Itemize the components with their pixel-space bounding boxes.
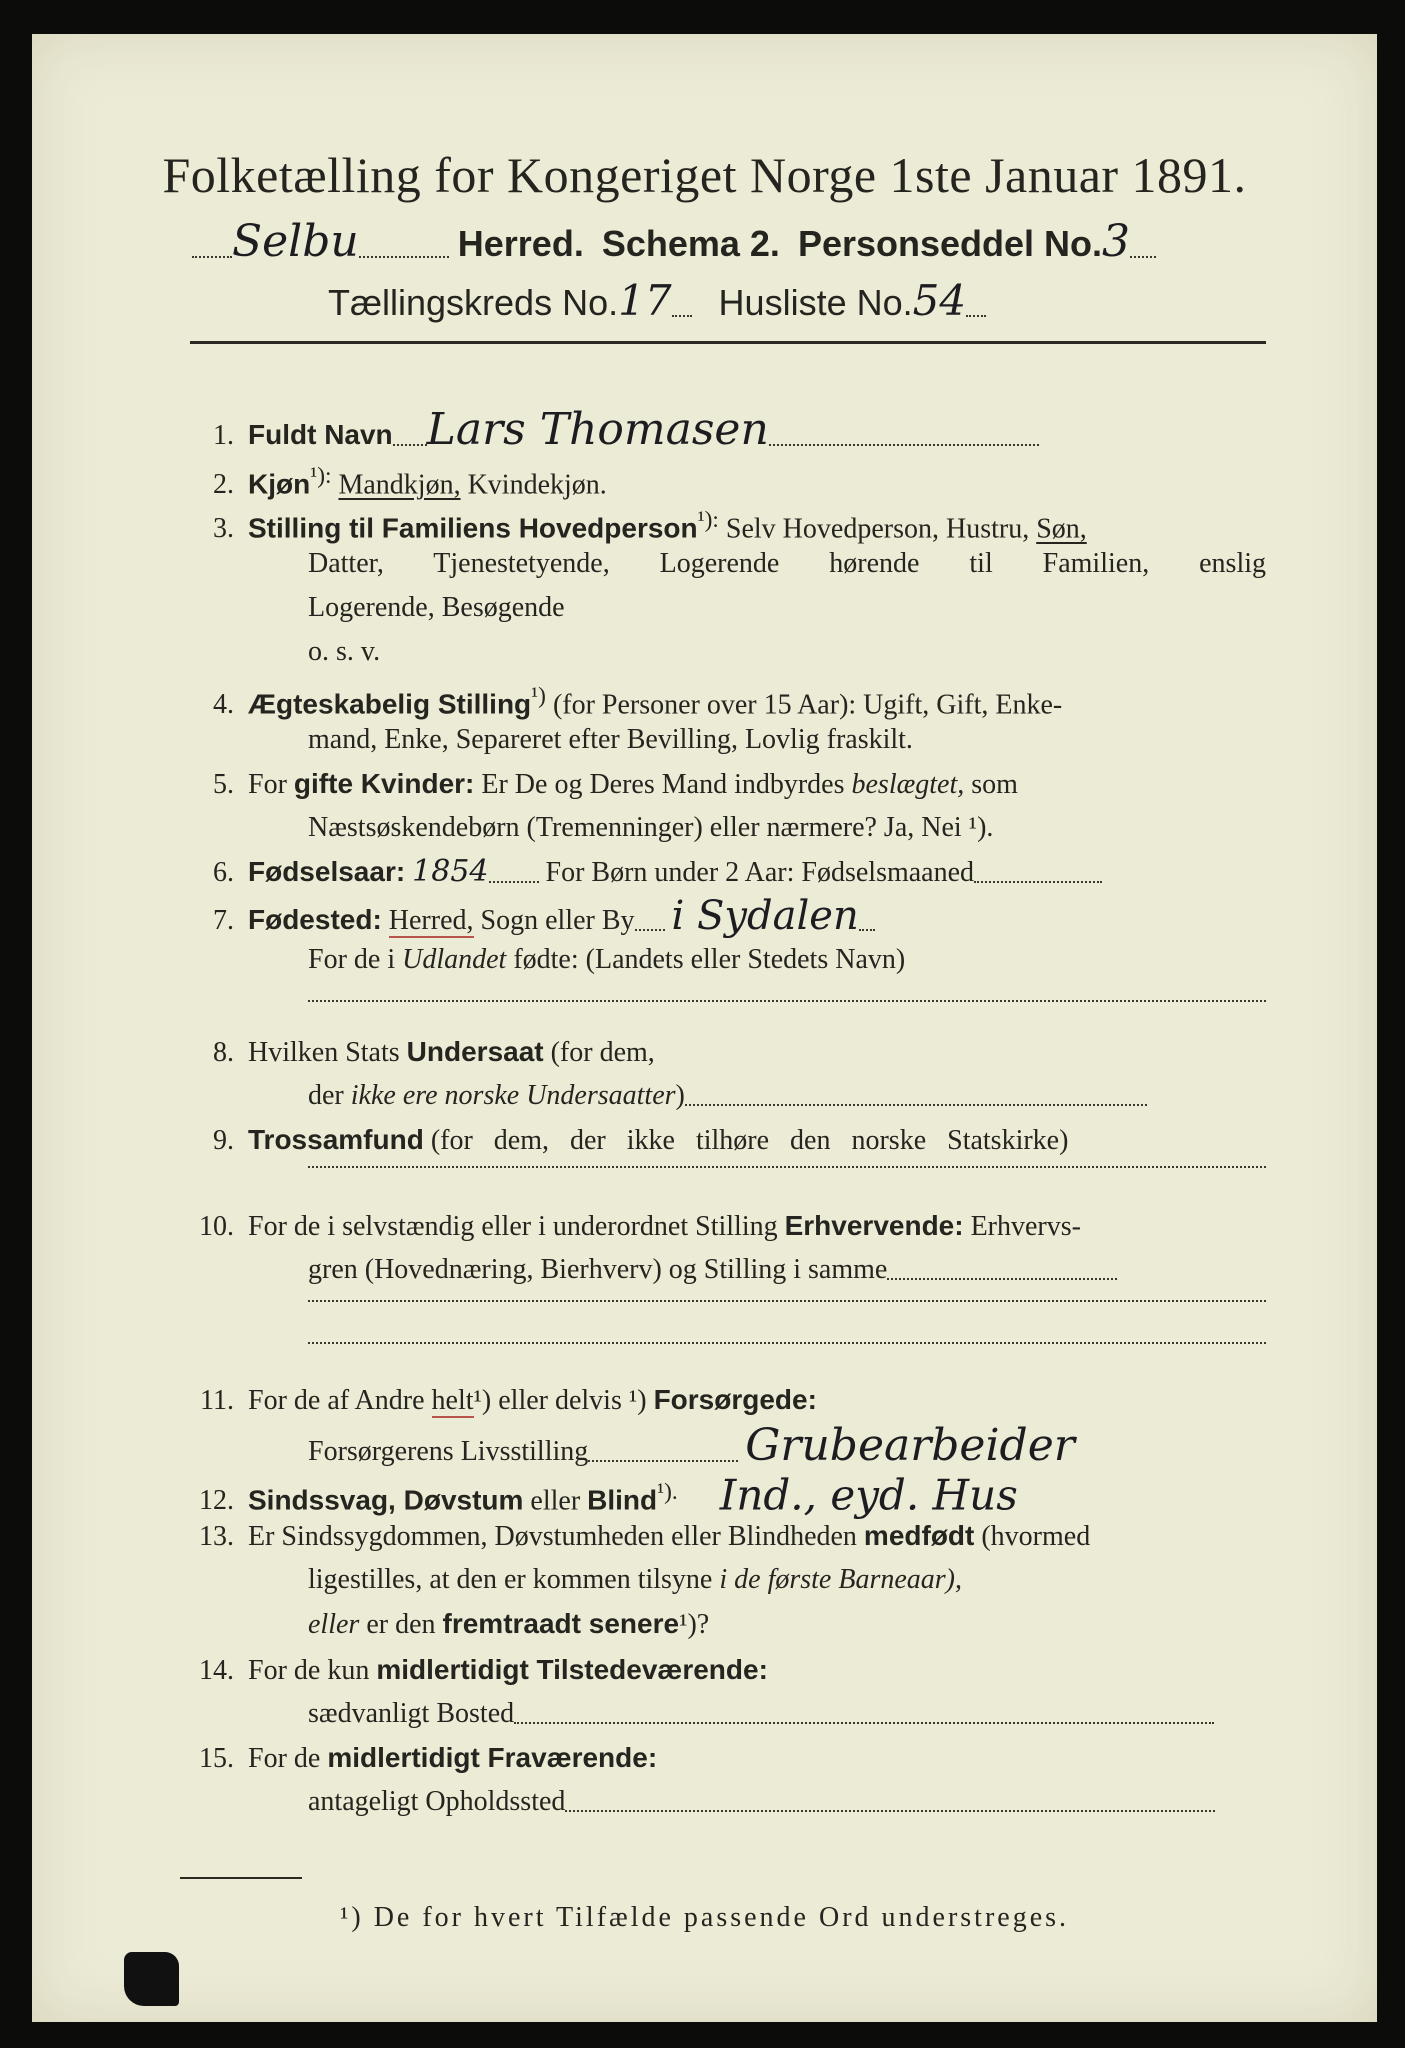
q8-label: Undersaat <box>406 1036 544 1067</box>
q5-text-end: som <box>971 769 1018 800</box>
q1-row <box>182 404 1039 458</box>
personseddel-value: 3 <box>1102 216 1131 267</box>
q2-number: 2. <box>213 469 234 501</box>
q4-label: Ægteskabelig Stilling <box>248 688 532 720</box>
q1-number: 1. <box>213 420 234 451</box>
q11-label: Forsørgede: <box>653 1384 817 1415</box>
q7-blank-line <box>308 998 1266 1002</box>
q11-text-mid: ¹) eller delvis ¹) <box>473 1385 647 1416</box>
q12-label2: Blind <box>587 1484 658 1516</box>
q15-text2: antageligt Opholdssted <box>308 1786 566 1817</box>
q9-blank-line <box>308 1164 1266 1168</box>
dots <box>685 1102 1147 1106</box>
dots <box>192 254 232 258</box>
herred-label: Herred. <box>457 223 584 264</box>
footnote: ¹) De for hvert Tilfælde passende Ord understreges. <box>339 1902 1070 1933</box>
q8-text2b: ikke ere norske Undersaatter <box>350 1080 676 1111</box>
q1-label: Fuldt Navn <box>248 419 393 450</box>
q3-text2: Datter, Tjenestetyende, Logerende hørende til Familien, enslig <box>308 548 1266 579</box>
dots <box>859 927 875 931</box>
q5-pre: For <box>248 769 287 800</box>
q13-text2b: i de første Barneaar), <box>719 1564 962 1595</box>
q3-label: Stilling til Familiens Hovedperson <box>248 512 698 544</box>
q13-row <box>182 1514 1090 1559</box>
q3-text3: Logerende, Besøgende <box>308 592 565 623</box>
dots <box>672 313 692 317</box>
q11-text2: Forsørgerens Livsstilling <box>308 1436 589 1467</box>
q11-option-helt: helt <box>431 1385 474 1416</box>
q10-text-end: Erhvervs- <box>970 1211 1081 1242</box>
q14-text2: sædvanligt Bosted <box>308 1698 515 1729</box>
q3-selected: Søn, <box>1036 513 1087 545</box>
q10-number: 10. <box>199 1211 234 1242</box>
q13-text: Er Sindssygdommen, Døvstumheden eller Blindheden <box>248 1521 857 1552</box>
q9-text: (for dem, der ikke tilhøre den norske Statskirke) <box>430 1125 1069 1156</box>
dots <box>565 1808 1215 1812</box>
q15-number: 15. <box>199 1743 234 1774</box>
q7-text2c: fødte: (Landets eller Stedets Navn) <box>513 944 906 975</box>
q10-text: For de i selvstændig eller i underordnet Stilling <box>248 1211 778 1242</box>
q14-row <box>182 1648 768 1693</box>
q14-text: For de kun <box>248 1655 370 1686</box>
dots <box>359 254 449 258</box>
q12-label: Sindssvag, Døvstum <box>248 1484 524 1516</box>
q11-number: 11. <box>200 1385 234 1416</box>
q4-text2: mand, Enke, Separeret efter Bevilling, Lovlig fraskilt. <box>308 724 913 755</box>
q15-label: midlertidigt Fraværende: <box>327 1742 658 1773</box>
q12-value: Ind., eyd. Hus <box>719 1470 1018 1520</box>
q13-label3: fremtraadt senere <box>442 1608 680 1639</box>
q6-text: For Børn under 2 Aar: Fødselsmaaned <box>545 857 975 888</box>
footnote-rule <box>180 1877 302 1879</box>
dots <box>588 1458 738 1462</box>
q4-text: (for Personer over 15 Aar): Ugift, Gift, Enke- <box>552 689 1063 721</box>
schema-label: Schema 2. <box>601 223 780 264</box>
q10-blank-line-2 <box>308 1340 1266 1344</box>
q10-label: Erhvervende: <box>784 1210 964 1241</box>
dots <box>489 879 539 883</box>
q9-row <box>182 1118 1068 1163</box>
q6-number: 6. <box>213 857 234 888</box>
dots <box>635 927 665 931</box>
q13-text-end: (hvormed <box>981 1521 1091 1552</box>
q3-text: Selv Hovedperson, Hustru, <box>725 513 1030 545</box>
q3-sup: ¹): <box>697 507 719 533</box>
q2-option-mandkjon: Mandkjøn, <box>338 469 461 501</box>
q1-value: Lars Thomasen <box>426 404 769 455</box>
q5-label: gifte Kvinder: <box>293 768 475 799</box>
q7-text2b: Udlandet <box>402 944 507 975</box>
dots <box>887 1276 1117 1280</box>
q5-row <box>182 762 1018 807</box>
dots <box>966 313 986 317</box>
q10-line2 <box>308 1248 1117 1292</box>
q10-text2: gren (Hovednæring, Bierhverv) og Stilling i samme <box>308 1254 888 1285</box>
q15-text: For de <box>248 1743 321 1774</box>
q5-text2: Næstsøskendebørn (Tremenninger) eller nærmere? Ja, Nei ¹). <box>308 812 994 843</box>
q7-label: Fødested: <box>248 904 382 935</box>
q8-row <box>182 1030 655 1075</box>
q8-line2: der ikke ere norske Undersaatter) <box>308 1074 1147 1118</box>
husliste-label: Husliste No. <box>718 282 913 323</box>
q10-row <box>182 1204 1081 1249</box>
dots <box>514 1720 1214 1724</box>
q11-row <box>182 1378 817 1423</box>
q2-option-kvindekjon: Kvindekjøn. <box>467 469 607 501</box>
q13-text3a: eller <box>308 1609 360 1640</box>
dots <box>769 442 1039 446</box>
dots <box>974 879 1102 883</box>
q2-sup: ¹): <box>310 463 332 489</box>
q13-line3 <box>308 1602 709 1647</box>
form-title: Folketælling for Kongeriget Norge 1ste Januar 1891. <box>162 147 1247 203</box>
q9-number: 9. <box>213 1125 234 1156</box>
herred-value: Selbu <box>232 216 359 267</box>
q13-text3c: ¹)? <box>679 1609 710 1640</box>
personseddel-label: Personseddel No. <box>797 223 1103 264</box>
kreds-line <box>328 276 986 325</box>
q8-text-end: (for dem, <box>550 1037 655 1068</box>
q7-row <box>182 894 875 943</box>
ink-blot <box>124 1952 179 2006</box>
q6-label: Fødselsaar: <box>248 856 406 887</box>
q7-text2a: For de i <box>308 944 396 975</box>
q12-sup: ¹). <box>657 1479 678 1505</box>
q13-number: 13. <box>199 1521 234 1552</box>
q3-text4: o. s. v. <box>308 636 381 667</box>
q13-line2 <box>308 1558 962 1602</box>
header-rule <box>190 341 1266 344</box>
q8-text2a: der <box>308 1080 344 1111</box>
q7-value: i Sydalen <box>671 893 859 939</box>
q2-label: Kjøn <box>248 468 311 500</box>
q4-sup: ¹) <box>531 683 546 709</box>
q14-number: 14. <box>199 1655 234 1686</box>
q6-row <box>182 850 1102 895</box>
herred-line <box>192 216 1156 267</box>
q12-number: 12. <box>199 1485 234 1517</box>
q3-number: 3. <box>213 513 234 545</box>
q14-label: midlertidigt Tilstedeværende: <box>376 1654 768 1685</box>
q7-line2 <box>308 938 905 982</box>
q11-line2 <box>308 1420 1075 1474</box>
q11-value: Grubearbeider <box>745 1420 1075 1471</box>
q15-line2 <box>308 1780 1215 1824</box>
q9-label: Trossamfund <box>248 1124 424 1155</box>
q13-label: medfødt <box>863 1520 975 1551</box>
q7-option-herred: Herred, <box>388 905 474 936</box>
kreds-value: 17 <box>618 276 672 325</box>
q15-row <box>182 1736 657 1781</box>
q8-text: Hvilken Stats <box>248 1037 400 1068</box>
q12-text: eller <box>530 1485 581 1517</box>
q10-blank-line-1 <box>308 1298 1266 1302</box>
q4-number: 4. <box>213 689 234 721</box>
kreds-label: Tællingskreds No. <box>328 282 619 323</box>
q14-line2 <box>308 1692 1214 1736</box>
dots <box>393 442 427 446</box>
q5-number: 5. <box>213 769 234 800</box>
q8-number: 8. <box>213 1037 234 1068</box>
q13-text3b: er den <box>366 1609 436 1640</box>
census-form-page <box>32 34 1377 2022</box>
q6-value: 1854 <box>412 854 489 889</box>
q11-text: For de af Andre <box>248 1385 425 1416</box>
q5-text: Er De og Deres Mand indbyrdes <box>481 769 845 800</box>
q7-number: 7. <box>213 905 234 936</box>
husliste-value: 54 <box>912 276 967 325</box>
q7-text: Sogn eller By <box>480 905 635 936</box>
q13-text2a: ligestilles, at den er kommen tilsyne <box>308 1564 713 1595</box>
q5-text-italic: beslægtet, <box>851 769 965 800</box>
dots <box>1130 254 1156 258</box>
